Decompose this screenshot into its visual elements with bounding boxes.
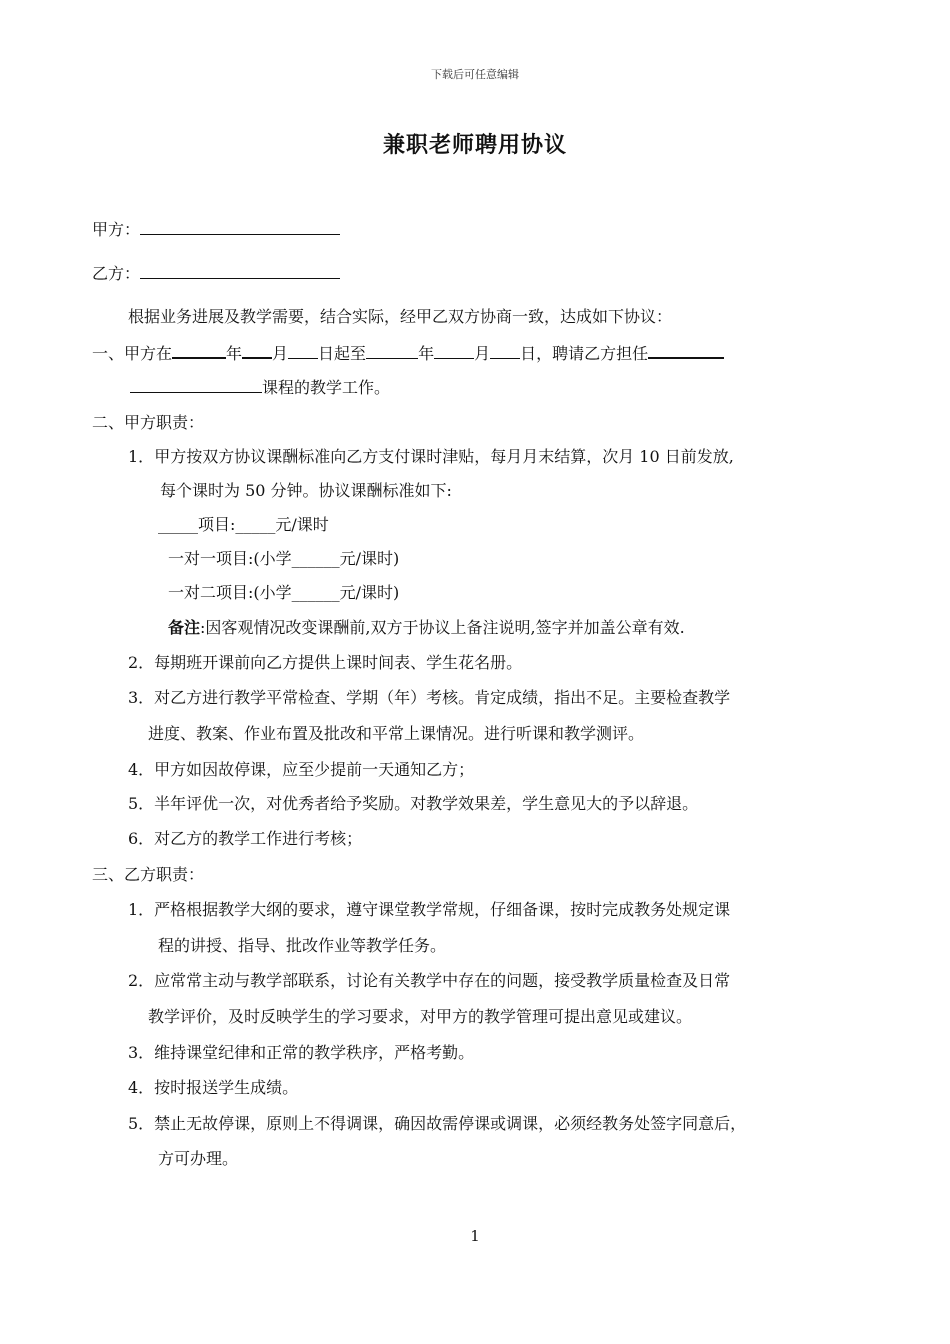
clause-1-text: 日起至 bbox=[318, 344, 367, 363]
party-b-blank bbox=[140, 263, 340, 279]
s3-item-5-line-1: 5．禁止无故停课，原则上不得调课，确因故需停课或调课，必须经教务处签字同意后， bbox=[128, 1114, 747, 1133]
end-day-blank bbox=[490, 343, 520, 359]
end-month-blank bbox=[434, 343, 474, 359]
s3-item-5-line-2: 方可办理。 bbox=[158, 1149, 239, 1168]
rate-line-2: 一对一项目:(小学______元/课时) bbox=[168, 549, 400, 568]
clause-1-line-1 bbox=[92, 342, 724, 364]
clause-1-text: 年 bbox=[226, 344, 243, 363]
clause-1-text: 日，聘请乙方担任 bbox=[520, 344, 649, 363]
course-blank-2 bbox=[130, 377, 262, 393]
page-number: 1 bbox=[470, 1227, 480, 1245]
party-a-blank bbox=[140, 219, 340, 235]
clause-1-line-2 bbox=[130, 377, 390, 398]
start-year-blank bbox=[172, 342, 226, 359]
party-b-line bbox=[92, 263, 340, 284]
clause-1-text: 月 bbox=[272, 344, 289, 363]
s2-item-1-line-2: 每个课时为 50 分钟。协议课酬标准如下: bbox=[160, 481, 452, 500]
start-month-blank bbox=[242, 342, 272, 359]
party-b-label: 乙方： bbox=[92, 264, 141, 283]
s3-item-2-line-1: 2．应常常主动与教学部联系，讨论有关教学中存在的问题，接受教学质量检查及日常 bbox=[128, 971, 731, 990]
s3-item-2-line-2: 教学评价，及时反映学生的学习要求，对甲方的教学管理可提出意见或建议。 bbox=[148, 1007, 693, 1026]
s3-item-1-line-2: 程的讲授、指导、批改作业等教学任务。 bbox=[158, 936, 447, 955]
item-number: 1． bbox=[128, 447, 155, 466]
section-2-title: 二、甲方职责： bbox=[92, 413, 205, 432]
document-title: 兼职老师聘用协议 bbox=[382, 133, 567, 158]
s2-item-1-line-1 bbox=[128, 447, 734, 467]
rate-line-1: _____项目:_____元/课时 bbox=[158, 515, 329, 534]
s2-item-2: 2．每期班开课前向乙方提供上课时间表、学生花名册。 bbox=[128, 653, 523, 672]
item-text: 甲方按双方协议课酬标准向乙方支付课时津贴，每月月末结算，次月 10 日前发放, bbox=[154, 447, 734, 466]
s3-item-3: 3．维持课堂纪律和正常的教学秩序，严格考勤。 bbox=[128, 1043, 475, 1062]
course-blank-1 bbox=[648, 342, 724, 359]
clause-1-text: 课程的教学工作。 bbox=[262, 378, 391, 397]
s3-item-1-line-1: 1．严格根据教学大纲的要求，遵守课堂教学常规，仔细备课，按时完成教务处规定课 bbox=[128, 900, 731, 919]
clause-1-text: 一、甲方在 bbox=[92, 344, 173, 363]
party-a-line bbox=[92, 219, 340, 240]
s2-item-3-line-1: 3．对乙方进行教学平常检查、学期（年）考核。肯定成绩，指出不足。主要检查教学 bbox=[128, 688, 731, 707]
clause-1-text: 月 bbox=[474, 344, 491, 363]
s2-item-4: 4．甲方如因故停课，应至少提前一天通知乙方； bbox=[128, 760, 475, 779]
note-line bbox=[168, 618, 685, 638]
clause-1-text: 年 bbox=[418, 344, 435, 363]
note-text: :因客观情况改变课酬前,双方于协议上备注说明,签字并加盖公章有效. bbox=[200, 618, 685, 637]
note-label: 备注 bbox=[168, 618, 201, 637]
header-note: 下载后可任意编辑 bbox=[431, 68, 519, 81]
s3-item-4: 4．按时报送学生成绩。 bbox=[128, 1078, 299, 1097]
intro-paragraph: 根据业务进展及教学需要，结合实际，经甲乙双方协商一致，达成如下协议： bbox=[128, 307, 673, 326]
s2-item-6: 6．对乙方的教学工作进行考核； bbox=[128, 829, 363, 848]
start-day-blank bbox=[288, 343, 318, 359]
s2-item-5: 5．半年评优一次，对优秀者给予奖励。对教学效果差，学生意见大的予以辞退。 bbox=[128, 794, 699, 813]
end-year-blank bbox=[366, 343, 418, 359]
section-3-title: 三、乙方职责： bbox=[92, 865, 205, 884]
rate-line-3: 一对二项目:(小学______元/课时) bbox=[168, 583, 400, 602]
party-a-label: 甲方： bbox=[92, 220, 141, 239]
s2-item-3-line-2: 进度、教案、作业布置及批改和平常上课情况。进行听课和教学测评。 bbox=[148, 724, 645, 743]
